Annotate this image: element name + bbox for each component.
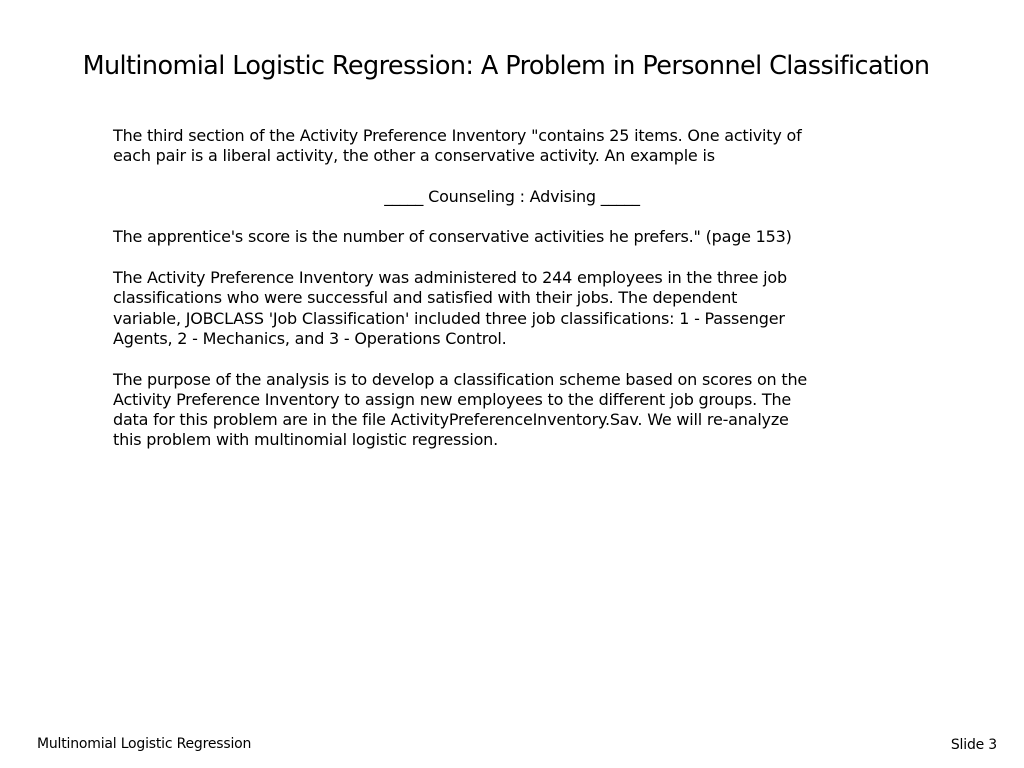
- footer-slide-number: Slide 3: [950, 737, 997, 753]
- paragraph-example-item: [113, 187, 913, 207]
- text-line: _____ Counseling : Advising _____: [384, 186, 640, 206]
- text-line: Agents, 2 - Mechanics, and 3 - Operations Control.: [113, 328, 507, 348]
- paragraph-administration: [113, 268, 913, 349]
- text-line: The third section of the Activity Preference Inventory "contains 25 items. One activity of: [113, 126, 802, 145]
- text-line: each pair is a liberal activity, the other a conservative activity. An example is: [113, 146, 715, 166]
- footer-presentation-title: Multinomial Logistic Regression: [37, 736, 252, 752]
- text-line: data for this problem are in the file ActivityPreferenceInventory.Sav. We will re-analyze: [113, 410, 789, 430]
- text-line: The apprentice's score is the number of conservative activities he prefers." (page 153): [113, 227, 792, 247]
- text-line: The purpose of the analysis is to develop a classification scheme based on scores on the: [113, 369, 808, 389]
- paragraph-purpose: [113, 370, 913, 451]
- slide-body: [113, 126, 913, 471]
- paragraph-inventory-description: [113, 126, 913, 167]
- slide-title: Multinomial Logistic Regression: A Problem in Personnel Classification: [82, 51, 930, 81]
- text-line: classifications who were successful and satisfied with their jobs. The dependent: [113, 288, 738, 308]
- text-line: Activity Preference Inventory to assign new employees to the different job groups. The: [113, 389, 792, 409]
- text-line: variable, JOBCLASS 'Job Classification' included three job classifications: 1 - Passenger: [113, 308, 785, 328]
- paragraph-scoring: [113, 227, 913, 247]
- text-line: The Activity Preference Inventory was administered to 244 employees in the three job: [113, 268, 787, 288]
- text-line: this problem with multinomial logistic regression.: [113, 430, 498, 450]
